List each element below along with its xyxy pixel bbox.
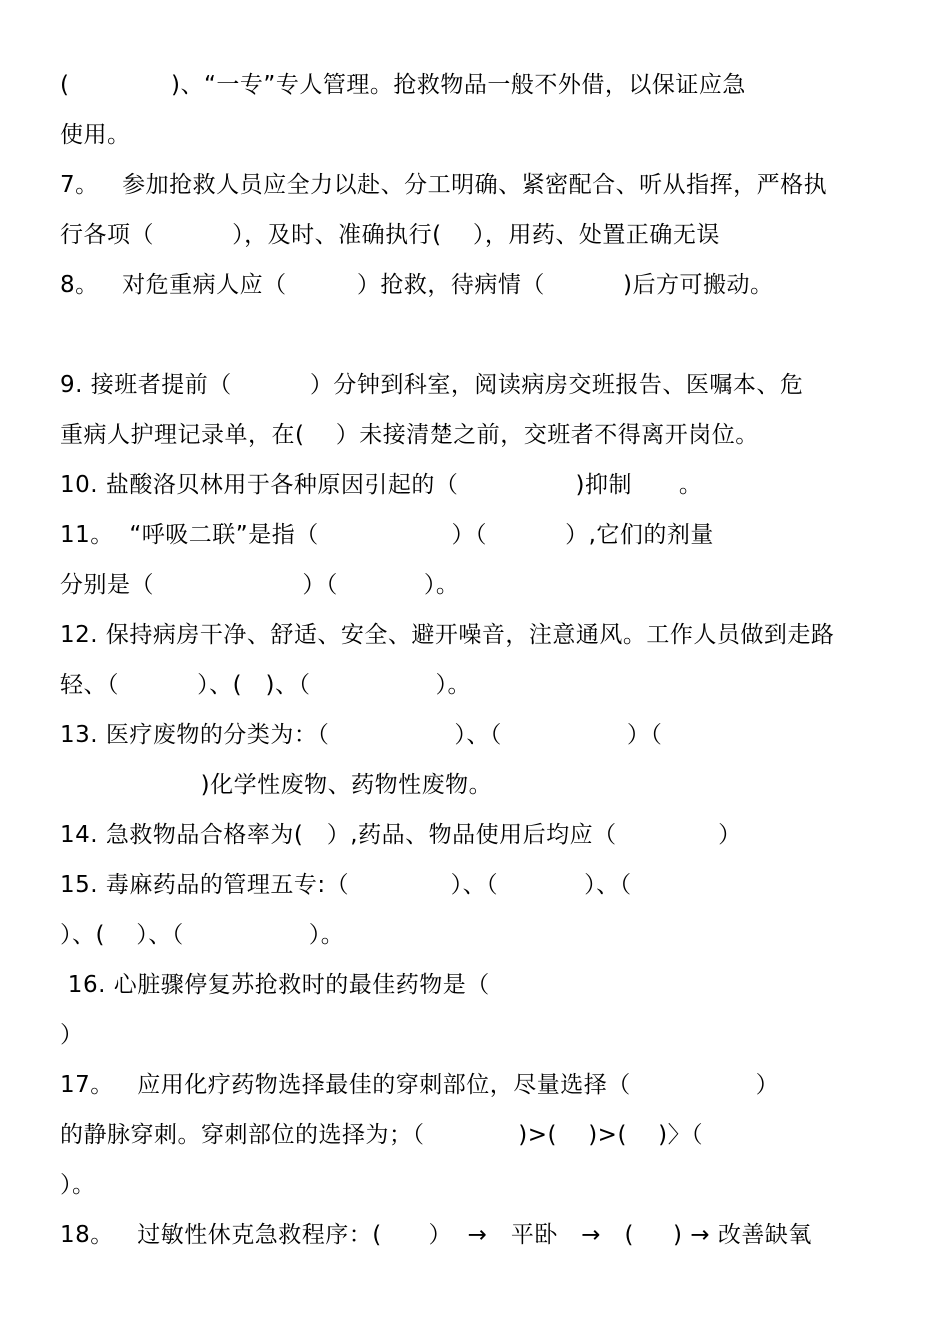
text-line: 7。 参加抢救人员应全力以赴、分工明确、紧密配合、听从指挥，严格执: [60, 172, 828, 198]
text-line: )化学性废物、药物性废物。: [60, 772, 493, 798]
text-line: 12. 保持病房干净、舒适、安全、避开噪音，注意通风。工作人员做到走路: [60, 622, 835, 648]
text-line: 18。 过敏性休克急救程序：( ） → 平卧 → ( ) → 改善缺氧: [60, 1222, 812, 1248]
text-line: 16. 心脏骤停复苏抢救时的最佳药物是（: [60, 972, 490, 998]
text-line: 11。 “呼吸二联”是指（ ）（ ）,它们的剂量: [60, 522, 714, 548]
text-line: 15. 毒麻药品的管理五专:（ ）、（ ）、（: [60, 872, 632, 898]
text-line: ）、( ）、（ ）。: [60, 922, 345, 948]
text-line: 8。 对危重病人应（ ）抢救，待病情（ )后方可搬动。: [60, 272, 774, 298]
text-line: ）。: [60, 1172, 96, 1198]
text-line: 行各项（ ），及时、准确执行( ），用药、处置正确无误: [60, 222, 720, 248]
text-line: 13. 医疗废物的分类为：（ ）、（ ）（: [60, 722, 663, 748]
text-line: ）: [60, 1022, 84, 1048]
text-line: 轻、（ ）、( )、（ ）。: [60, 672, 471, 698]
text-line: 17。 应用化疗药物选择最佳的穿刺部位，尽量选择（ ）: [60, 1072, 780, 1098]
text-line: 14. 急救物品合格率为( ）,药品、物品使用后均应（ ）: [60, 822, 742, 848]
text-line: 9. 接班者提前（ ）分钟到科室，阅读病房交班报告、医嘱本、危: [60, 372, 804, 398]
text-line: 的静脉穿刺。穿刺部位的选择为；（ )>( )>( )〉（: [60, 1122, 704, 1148]
text-line: 重病人护理记录单，在( ）未接清楚之前，交班者不得离开岗位。: [60, 422, 759, 448]
text-line: ( )、“一专”专人管理。抢救物品一般不外借，以保证应急: [60, 72, 746, 98]
text-line: 分别是（ ）（ ）。: [60, 572, 460, 598]
text-line: 使用。: [60, 122, 131, 148]
text-line: 10. 盐酸洛贝林用于各种原因引起的（ )抑制 。: [60, 472, 703, 498]
